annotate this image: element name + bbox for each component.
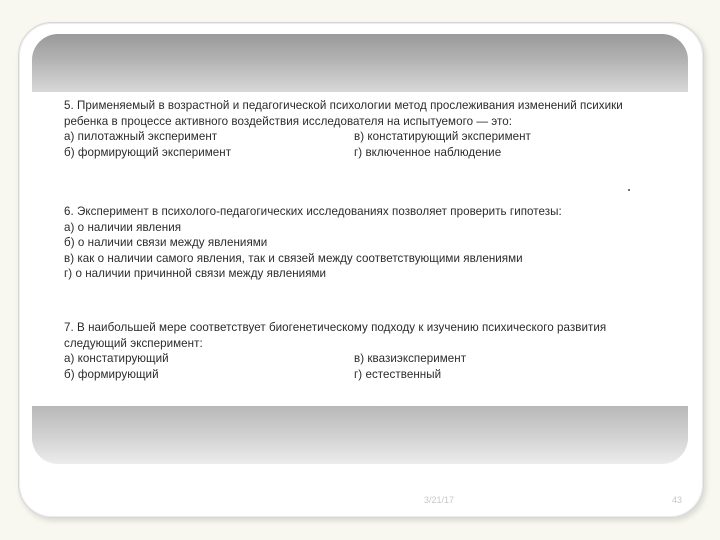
option-g: г) о наличии причинной связи между явлениями xyxy=(64,267,327,281)
question-text: 5. Применяемый в возрастной и педагогической психологии метод прослеживания изменений психики ребенка в процессе активного воздействия исследователя на испытуемого — это: xyxy=(64,99,623,128)
option-g: г) естественный xyxy=(354,367,442,381)
question-text: 6. Эксперимент в психолого-педагогических исследованиях позволяет проверить гипотезы: xyxy=(64,205,562,218)
answer-options xyxy=(64,220,664,282)
option-v: в) констатирующий эксперимент xyxy=(354,130,531,144)
question-5 xyxy=(64,98,664,160)
option-g: г) включенное наблюдение xyxy=(354,145,502,159)
question-7 xyxy=(64,320,664,382)
question-text: 7. В наибольшей мере соответствует биогенетическому подходу к изучению психического развития следующий эксперимент: xyxy=(64,321,607,350)
option-b: б) формирующий xyxy=(64,367,159,381)
answer-options xyxy=(64,351,664,382)
option-b: б) формирующий эксперимент xyxy=(64,145,232,159)
answer-options xyxy=(64,129,664,160)
option-a: а) пилотажный эксперимент xyxy=(64,130,218,144)
slide-header-band xyxy=(32,34,688,92)
footer-date: 3/21/17 xyxy=(424,495,455,505)
option-v: в) квазиэксперимент xyxy=(354,352,467,366)
option-a: а) констатирующий xyxy=(64,352,169,366)
stray-dot-mark xyxy=(628,189,630,191)
slide-footer-band xyxy=(32,406,688,464)
question-6 xyxy=(64,204,664,282)
slide-content xyxy=(32,92,688,406)
option-a: а) о наличии явления xyxy=(64,220,182,234)
option-v: в) как о наличии самого явления, так и связей между соответствующими явлениями xyxy=(64,251,523,265)
slide-number: 43 xyxy=(672,495,683,505)
option-b: б) о наличии связи между явлениями xyxy=(64,236,268,250)
